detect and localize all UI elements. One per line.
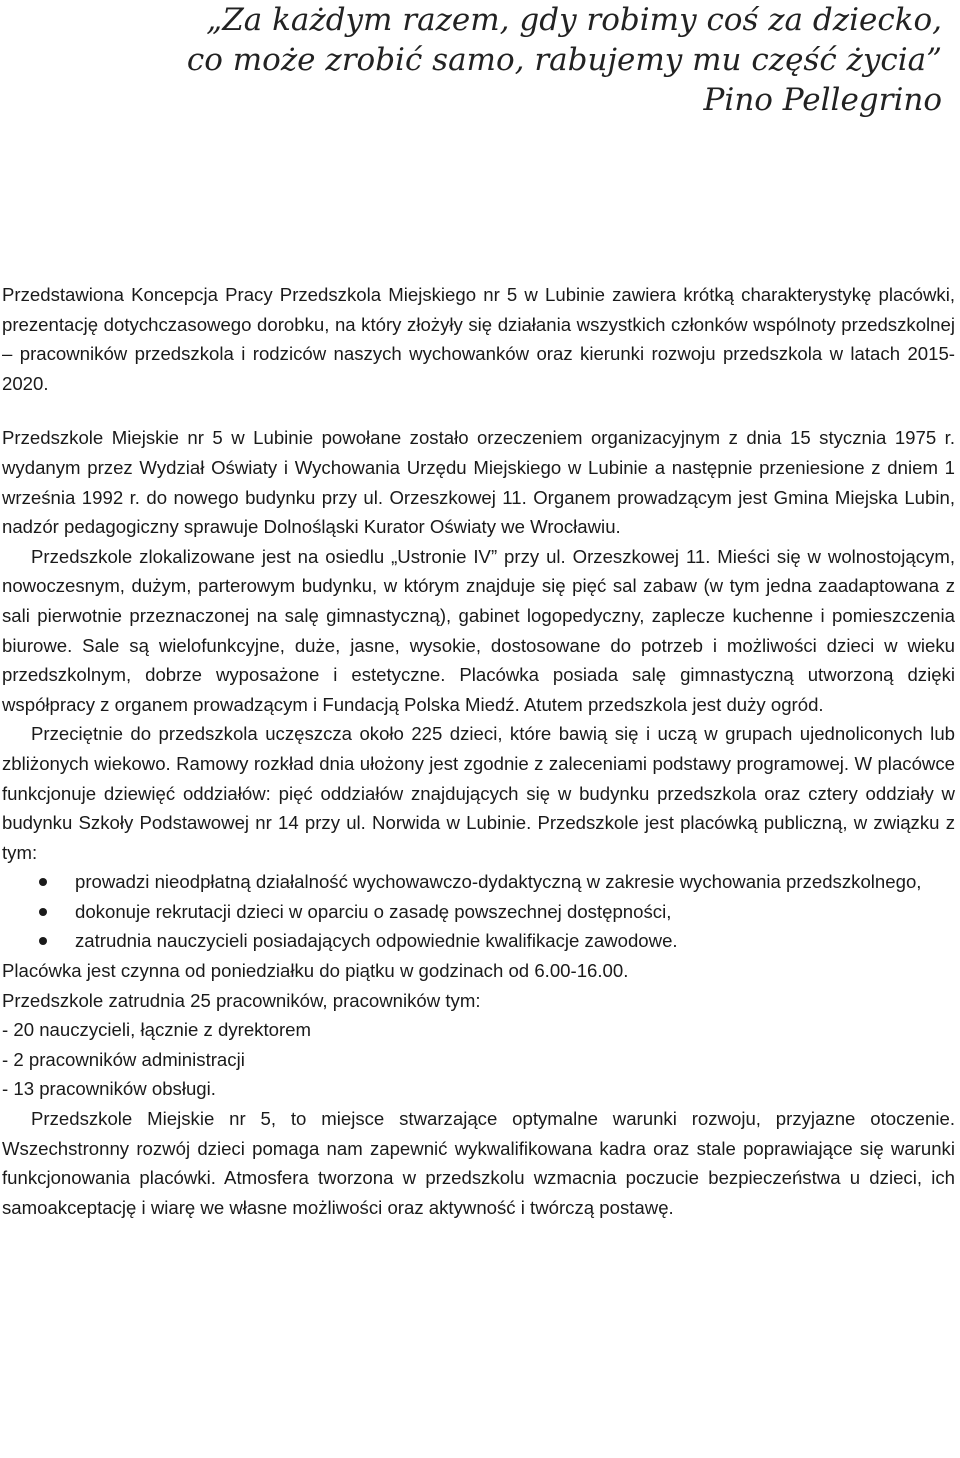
motto-quote	[182, 0, 942, 120]
list-item-text: zatrudnia nauczycieli posiadających odpowiednie kwalifikacje zawodowe.	[75, 930, 678, 952]
quote-line-1: „Za każdym razem, gdy robimy coś za dziecko,	[206, 2, 942, 38]
bullet-icon	[39, 878, 47, 886]
list-item	[2, 867, 955, 897]
quote-author: Pino Pellegrino	[703, 82, 942, 118]
closing-paragraph: Przedszkole Miejskie nr 5, to miejsce stwarzające optymalne warunki rozwoju, przyjazne otoczenie. Wszechstronny rozwój dzieci pomaga nam zapewnić wykwalifikowana kadra oraz stale poprawiające się warunki funkcjonowania placówki. Atmosfera tworzona w przedszkolu wzmacnia poczucie bezpieczeństwa u dzieci, ich samoakceptację i wiarę we własne możliwości oraz aktywność i twórczą postawę.	[2, 1108, 955, 1218]
quote-line-2: co może zrobić samo, rabujemy mu część życia”	[186, 42, 942, 78]
list-item-text: dokonuje rekrutacji dzieci w oparciu o zasadę powszechnej dostępności,	[75, 900, 672, 922]
hours-paragraph: Placówka jest czynna od poniedziałku do piątku w godzinach od 6.00-16.00.	[2, 960, 629, 982]
staff-line-admin: - 2 pracowników administracji	[2, 1048, 245, 1070]
staff-line-service: - 13 pracowników obsługi.	[2, 1078, 216, 1100]
children-paragraph: Przeciętnie do przedszkola uczęszcza około 225 dzieci, które bawią się i uczą w grupach ujednoliconych lub zbliżonych wiekowo. Ramowy rozkład dnia ułożony jest zgodnie z zaleceniami podstawy programowej. W placówce funkcjonuje dziewięć oddziałów: pięć oddziałów znajdujących się w budynku przedszkola oraz cztery oddziały w budynku Szkoły Podstawowej nr 14 przy ul. Norwida w Lubinie. Przedszkole jest placówką publiczną, w związku z tym:	[2, 723, 955, 863]
bullet-list	[2, 867, 955, 956]
list-item	[2, 897, 955, 927]
staff-intro: Przedszkole zatrudnia 25 pracowników, pracowników tym:	[2, 989, 481, 1011]
staff-line-teachers: - 20 nauczycieli, łącznie z dyrektorem	[2, 1019, 311, 1041]
bullet-icon	[39, 937, 47, 945]
history-paragraph: Przedszkole Miejskie nr 5 w Lubinie powołane zostało orzeczeniem organizacyjnym z dnia 15 stycznia 1975 r. wydanym przez Wydział Oświaty i Wychowania Urzędu Miejskiego w Lubinie a następnie przeniesione z dniem 1 września 1992 r. do nowego budynku przy ul. Orzeszkowej 11. Organem prowadzącym jest Gmina Miejska Lubin, nadzór pedagogiczny sprawuje Dolnośląski Kurator Oświaty we Wrocławiu.	[2, 427, 955, 538]
location-paragraph: Przedszkole zlokalizowane jest na osiedlu „Ustronie IV” przy ul. Orzeszkowej 11. Mieści się w wolnostojącym, nowoczesnym, dużym, parterowym budynku, w którym znajduje się pięć sal zabaw (w tym jedna zaadaptowana z sali pierwotnie przeznaczonej na salę gimnastyczną), gabinet logopedyczny, zaplecze kuchenne i pomieszczenia biurowe. Sale są wielofunkcyjne, duże, jasne, wysokie, dostosowane do potrzeb i możliwości dzieci w wieku przedszkolnym, dobrze wyposażone i estetyczne. Placówka posiada salę gimnastyczną utworzoną dzięki współpracy z organem prowadzącym i Fundacją Polska Miedź. Atutem przedszkola jest duży ogród.	[2, 545, 955, 715]
list-item-text: prowadzi nieodpłatną działalność wychowawczo-dydaktyczną w zakresie wychowania przedszkolnego,	[75, 871, 922, 893]
list-item	[2, 926, 955, 956]
intro-paragraph: Przedstawiona Koncepcja Pracy Przedszkola Miejskiego nr 5 w Lubinie zawiera krótką charakterystykę placówki, prezentację dotychczasowego dorobku, na który złożyły się działania wszystkich członków wspólnoty przedszkolnej – pracowników przedszkola i rodziców naszych wychowanków oraz kierunki rozwoju przedszkola w latach 2015-2020.	[2, 284, 955, 394]
bullet-icon	[39, 908, 47, 916]
document-body	[2, 280, 955, 1222]
